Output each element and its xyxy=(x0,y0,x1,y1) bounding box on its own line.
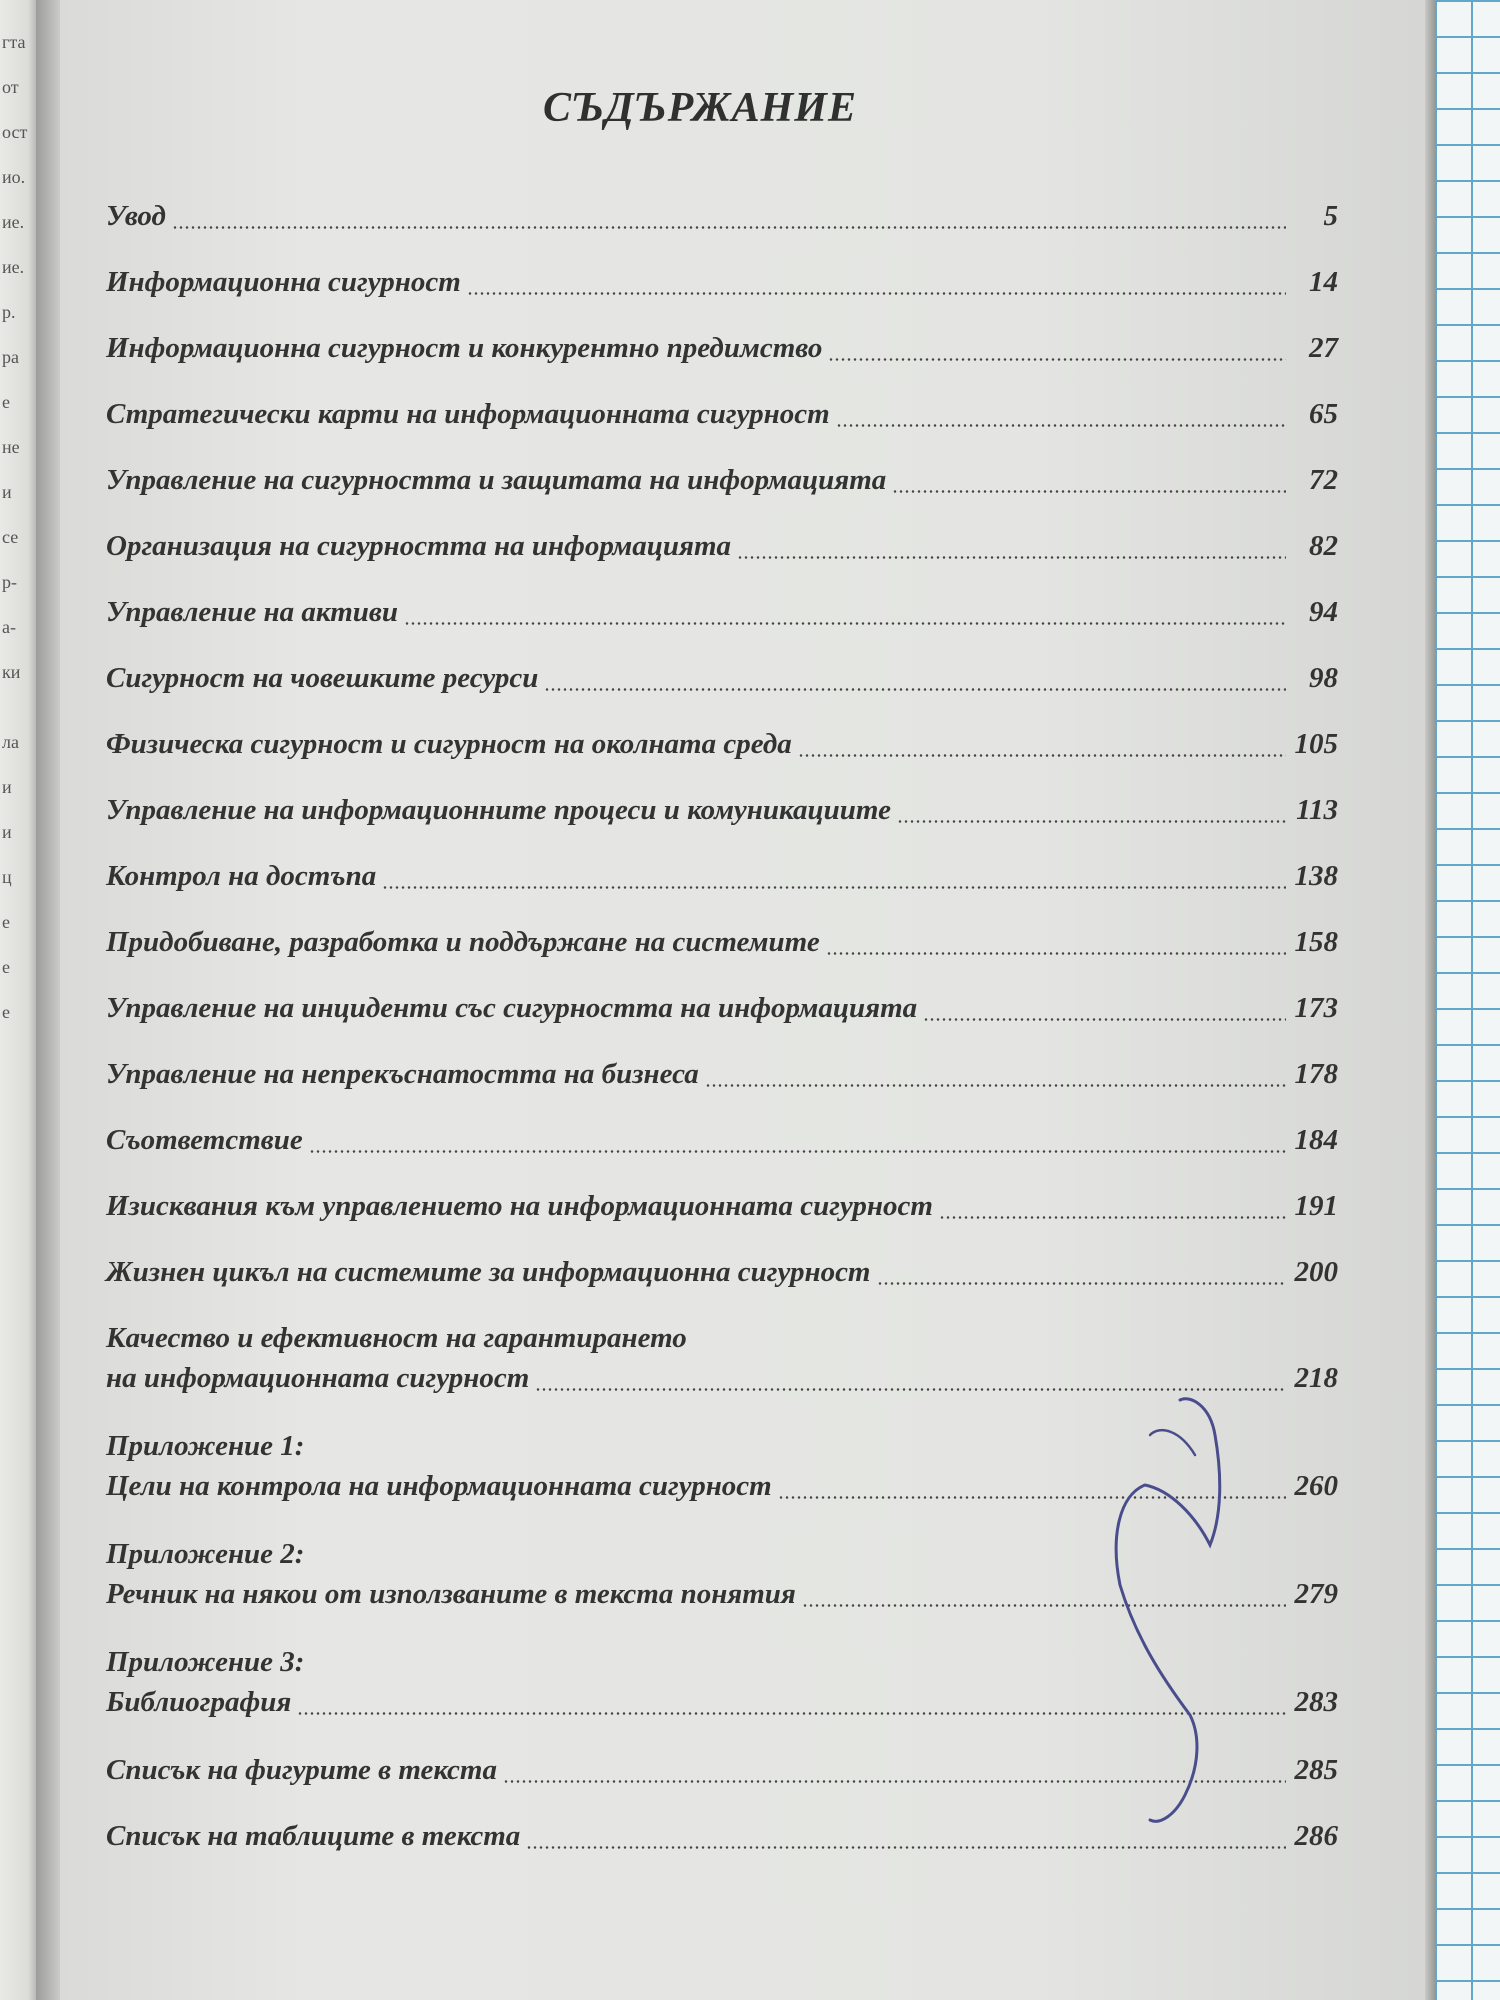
dot-leader xyxy=(705,1084,1286,1087)
dot-leader xyxy=(503,1780,1286,1783)
dot-leader xyxy=(309,1150,1286,1153)
dot-leader xyxy=(404,622,1286,625)
dot-leader xyxy=(778,1496,1286,1499)
toc-entry-title: Библиография xyxy=(106,1686,292,1718)
facing-page-fragment: ц xyxy=(2,867,12,887)
toc-entry-title: Цели на контрола на информационната сигурност xyxy=(106,1470,772,1502)
toc-entry[interactable] xyxy=(106,860,1338,900)
dot-leader xyxy=(836,424,1286,427)
facing-page-fragment: гта xyxy=(2,32,26,52)
dot-leader xyxy=(939,1216,1286,1219)
toc-entry-title: Изисквания към управлението на информационната сигурност xyxy=(106,1190,933,1222)
facing-page-fragment: и xyxy=(2,482,12,502)
dot-leader xyxy=(382,886,1286,889)
toc-entry-title: Информационна сигурност и конкурентно предимство xyxy=(106,332,823,364)
dot-leader xyxy=(467,292,1286,295)
toc-entry-heading: Приложение 2: xyxy=(106,1538,305,1570)
toc-entry-title: Придобиване, разработка и поддържане на системите xyxy=(106,926,820,958)
toc-page-number: 178 xyxy=(1294,1058,1338,1090)
facing-page-fragment: е xyxy=(2,912,10,932)
toc-page-number: 113 xyxy=(1296,794,1338,826)
toc-entry[interactable] xyxy=(106,992,1338,1032)
dot-leader xyxy=(297,1712,1286,1715)
toc-page-number: 191 xyxy=(1294,1190,1338,1222)
facing-page-fragment: р. xyxy=(2,302,16,322)
toc-entry[interactable] xyxy=(106,332,1338,372)
toc-entry[interactable] xyxy=(106,1754,1338,1794)
facing-page-fragment: ие. xyxy=(2,257,25,277)
toc-entry-title: Съответствие xyxy=(106,1124,303,1156)
toc-entry-title: Списък на таблиците в текста xyxy=(106,1820,521,1852)
facing-page-fragment: ио. xyxy=(2,167,26,187)
facing-page-text xyxy=(2,20,36,1035)
toc-entry-title: Сигурност на човешките ресурси xyxy=(106,662,539,694)
toc-entry-title: Списък на фигурите в текста xyxy=(106,1754,497,1786)
toc-entry[interactable] xyxy=(106,1124,1338,1164)
toc-page-number: 184 xyxy=(1294,1124,1338,1156)
toc-entry-heading: Приложение 3: xyxy=(106,1646,305,1678)
toc-entry-title: Стратегически карти на информационната сигурност xyxy=(106,398,830,430)
toc-page-number: 218 xyxy=(1294,1362,1338,1394)
toc-entry[interactable] xyxy=(106,398,1338,438)
toc-page-number: 286 xyxy=(1294,1820,1338,1852)
toc-entry[interactable] xyxy=(106,1190,1338,1230)
toc-page-number: 98 xyxy=(1309,662,1338,694)
toc-entry-title: Управление на сигурността и защитата на информацията xyxy=(106,464,887,496)
toc-page-number: 260 xyxy=(1294,1470,1338,1502)
toc-entry-title: Физическа сигурност и сигурност на околната среда xyxy=(106,728,792,760)
facing-page-fragment: и xyxy=(2,777,12,797)
dot-leader xyxy=(826,952,1286,955)
toc-page-number: 27 xyxy=(1309,332,1338,364)
facing-page-fragment: от xyxy=(2,77,19,97)
facing-page-fragment: ла xyxy=(2,732,19,752)
facing-page-fragment: е xyxy=(2,957,10,977)
dot-leader xyxy=(544,688,1286,691)
toc-page-number: 5 xyxy=(1323,200,1338,232)
toc-page-number: 94 xyxy=(1309,596,1338,628)
toc-entry[interactable] xyxy=(106,1646,1338,1726)
toc-page-number: 65 xyxy=(1309,398,1338,430)
facing-page-fragment: не xyxy=(2,437,20,457)
facing-page-fragment: и xyxy=(2,822,12,842)
toc-entry[interactable] xyxy=(106,926,1338,966)
toc-entry-title: Информационна сигурност xyxy=(106,266,461,298)
facing-page-fragment: а- xyxy=(2,617,16,637)
page-title: СЪДЪРЖАНИЕ xyxy=(543,85,857,131)
dot-leader xyxy=(897,820,1286,823)
dot-leader xyxy=(892,490,1286,493)
toc-page-number: 285 xyxy=(1294,1754,1338,1786)
toc-page-number: 138 xyxy=(1294,860,1338,892)
toc-page-number: 82 xyxy=(1309,530,1338,562)
toc-entry[interactable] xyxy=(106,596,1338,636)
toc-entry[interactable] xyxy=(106,1820,1338,1860)
toc-entry[interactable] xyxy=(106,1322,1338,1402)
toc-page-number: 72 xyxy=(1309,464,1338,496)
facing-page-fragment: ки xyxy=(2,662,21,682)
toc-page-number: 283 xyxy=(1294,1686,1338,1718)
dot-leader xyxy=(877,1282,1287,1285)
facing-page-fragment: ие. xyxy=(2,212,25,232)
dot-leader xyxy=(737,556,1286,559)
toc-entry[interactable] xyxy=(106,464,1338,504)
facing-page-fragment: ра xyxy=(2,347,19,367)
toc-entry-title: Организация на сигурността на информацията xyxy=(106,530,732,562)
toc-page-number: 173 xyxy=(1294,992,1338,1024)
dot-leader xyxy=(172,226,1286,229)
toc-entry-heading: Качество и ефективност на гарантирането xyxy=(106,1322,687,1354)
dot-leader xyxy=(535,1388,1286,1391)
toc-entry-title: Управление на инциденти със сигурността на информацията xyxy=(106,992,918,1024)
facing-page-fragment: ост xyxy=(2,122,28,142)
toc-entry[interactable] xyxy=(106,1430,1338,1510)
toc-entry-title: Управление на активи xyxy=(106,596,398,628)
toc-entry[interactable] xyxy=(106,794,1338,834)
dot-leader xyxy=(828,358,1286,361)
toc-entry[interactable] xyxy=(106,662,1338,702)
toc-entry-title: Контрол на достъпа xyxy=(106,860,377,892)
toc-entry-title: Речник на някои от използваните в текста понятия xyxy=(106,1578,796,1610)
dot-leader xyxy=(923,1018,1286,1021)
toc-entry[interactable] xyxy=(106,266,1338,306)
toc-entry[interactable] xyxy=(106,200,1338,240)
facing-page-fragment: е xyxy=(2,392,10,412)
facing-page-fragment: се xyxy=(2,527,19,547)
toc-entry-title: Управление на информационните процеси и комуникациите xyxy=(106,794,891,826)
dot-leader xyxy=(802,1604,1286,1607)
toc-page-number: 158 xyxy=(1294,926,1338,958)
toc-page-number: 14 xyxy=(1309,266,1338,298)
toc-page-number: 279 xyxy=(1294,1578,1338,1610)
facing-page-fragment: е xyxy=(2,1002,10,1022)
grid-paper-background xyxy=(1435,0,1500,2000)
toc-page-number: 105 xyxy=(1294,728,1338,760)
toc-entry-title: Жизнен цикъл на системите за информационна сигурност xyxy=(106,1256,871,1288)
toc-entry[interactable] xyxy=(106,1256,1338,1296)
dot-leader xyxy=(526,1846,1286,1849)
toc-entry[interactable] xyxy=(106,530,1338,570)
toc-page-number: 200 xyxy=(1294,1256,1338,1288)
toc-entry-title: на информационната сигурност xyxy=(106,1362,530,1394)
toc-entry-heading: Приложение 1: xyxy=(106,1430,305,1462)
toc-entry[interactable] xyxy=(106,728,1338,768)
toc-entry-title: Управление на непрекъснатостта на бизнеса xyxy=(106,1058,699,1090)
facing-page-fragment: р- xyxy=(2,572,17,592)
dot-leader xyxy=(798,754,1286,757)
toc-entry-title: Увод xyxy=(106,200,166,232)
toc-entry[interactable] xyxy=(106,1538,1338,1618)
toc-entry[interactable] xyxy=(106,1058,1338,1098)
facing-page xyxy=(0,0,40,2000)
